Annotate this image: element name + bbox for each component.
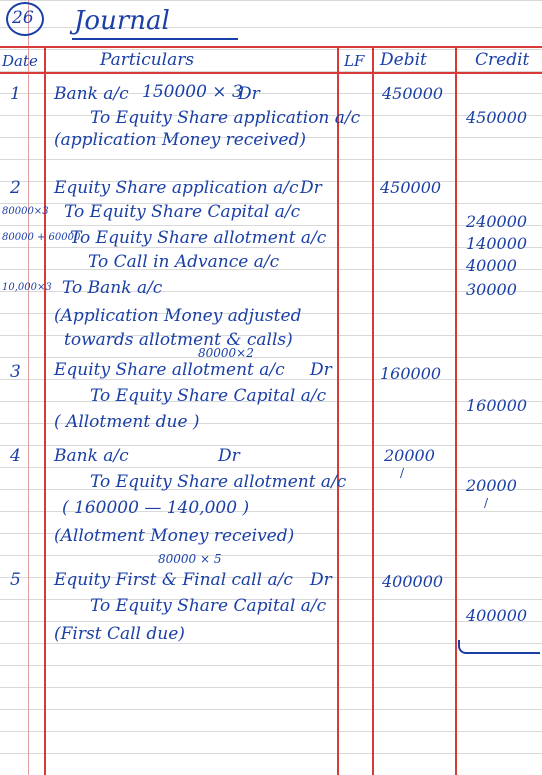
entry-3-working: 80000×2 <box>198 346 254 360</box>
page-margin-line <box>28 0 29 775</box>
entry-2-narration-line-1: (Application Money adjusted <box>54 306 302 326</box>
entry-5-credit-account: To Equity Share Capital a/c <box>90 596 327 616</box>
entry-2-credit-bank: To Bank a/c <box>62 278 163 298</box>
entry-3-credit-account: To Equity Share Capital a/c <box>90 386 327 406</box>
entry-4-narration: (Allotment Money received) <box>54 526 295 546</box>
entry-1-debit-account: Bank a/c <box>54 84 129 104</box>
entry-2-credit-capital-amount: 240000 <box>466 212 528 231</box>
column-header-credit: Credit <box>475 50 530 70</box>
header-bottom-rule <box>0 72 542 74</box>
entry-5-credit-amount: 400000 <box>466 606 528 625</box>
entry-1-credit-amount: 450000 <box>466 108 528 127</box>
entry-2-debit-account: Equity Share application a/c <box>54 178 299 198</box>
entry-4-dr-mark: Dr <box>218 446 240 466</box>
debit-column-rule <box>455 46 457 775</box>
header-top-rule <box>0 46 542 48</box>
question-number: 26 <box>12 8 34 28</box>
entry-4-credit-amount: 20000 <box>466 476 517 495</box>
entry-4-debit-account: Bank a/c <box>54 446 129 466</box>
entry-4-debit-tick: / <box>400 466 405 480</box>
entry-2-number: 2 <box>10 178 21 198</box>
entry-2-side-note-bank: 10,000×3 <box>2 282 52 293</box>
entry-3-number: 3 <box>10 362 21 382</box>
entry-2-side-note-allotment: 80000 + 60000 <box>2 232 81 243</box>
entry-5-debit-amount: 400000 <box>382 572 444 591</box>
entry-2-credit-capital: To Equity Share Capital a/c <box>64 202 301 222</box>
entry-1-credit-account: To Equity Share application a/c <box>90 108 361 128</box>
entry-2-side-note-capital: 80000×3 <box>2 206 49 217</box>
entry-3-narration: ( Allotment due ) <box>54 412 200 432</box>
date-column-rule <box>44 46 46 775</box>
title-underline <box>72 38 238 40</box>
entry-5-narration: (First Call due) <box>54 624 185 644</box>
entry-5-debit-account: Equity First & Final call a/c <box>54 570 293 590</box>
column-header-date: Date <box>2 52 38 70</box>
entry-1-debit-amount: 450000 <box>382 84 444 103</box>
lf-column-rule <box>372 46 374 775</box>
entry-5-working: 80000 × 5 <box>158 552 222 566</box>
entry-4-working: ( 160000 — 140,000 ) <box>62 498 250 518</box>
entry-2-credit-bank-amount: 30000 <box>466 280 517 299</box>
column-header-debit: Debit <box>380 50 427 70</box>
entry-2-debit-amount: 450000 <box>380 178 442 197</box>
page-title: Journal <box>74 6 170 36</box>
entry-2-credit-advance-amount: 40000 <box>466 256 517 275</box>
entry-4-number: 4 <box>10 446 21 466</box>
particulars-column-rule <box>337 46 339 775</box>
entry-1-narration: (application Money received) <box>54 130 306 150</box>
entry-1-number: 1 <box>10 84 21 104</box>
entry-4-credit-tick: / <box>484 496 489 510</box>
entry-4-credit-account: To Equity Share allotment a/c <box>90 472 347 492</box>
entry-3-debit-amount: 160000 <box>380 364 442 383</box>
entry-2-dr-mark: Dr <box>300 178 322 198</box>
entry-3-credit-amount: 160000 <box>466 396 528 415</box>
entry-2-credit-advance: To Call in Advance a/c <box>88 252 280 272</box>
entry-4-debit-amount: 20000 <box>384 446 435 465</box>
entry-2-narration-line-2: towards allotment & calls) <box>64 330 293 350</box>
entry-2-credit-allotment: To Equity Share allotment a/c <box>70 228 327 248</box>
entry-1-dr-mark: Dr <box>238 84 260 104</box>
totals-bracket <box>458 640 540 654</box>
entry-2-credit-allotment-amount: 140000 <box>466 234 528 253</box>
entry-5-dr-mark: Dr <box>310 570 332 590</box>
entry-1-working: 150000 × 3 <box>142 82 243 102</box>
entry-3-dr-mark: Dr <box>310 360 332 380</box>
column-header-particulars: Particulars <box>100 50 195 70</box>
column-header-lf: LF <box>344 52 365 70</box>
entry-5-number: 5 <box>10 570 21 590</box>
entry-3-debit-account: Equity Share allotment a/c <box>54 360 285 380</box>
